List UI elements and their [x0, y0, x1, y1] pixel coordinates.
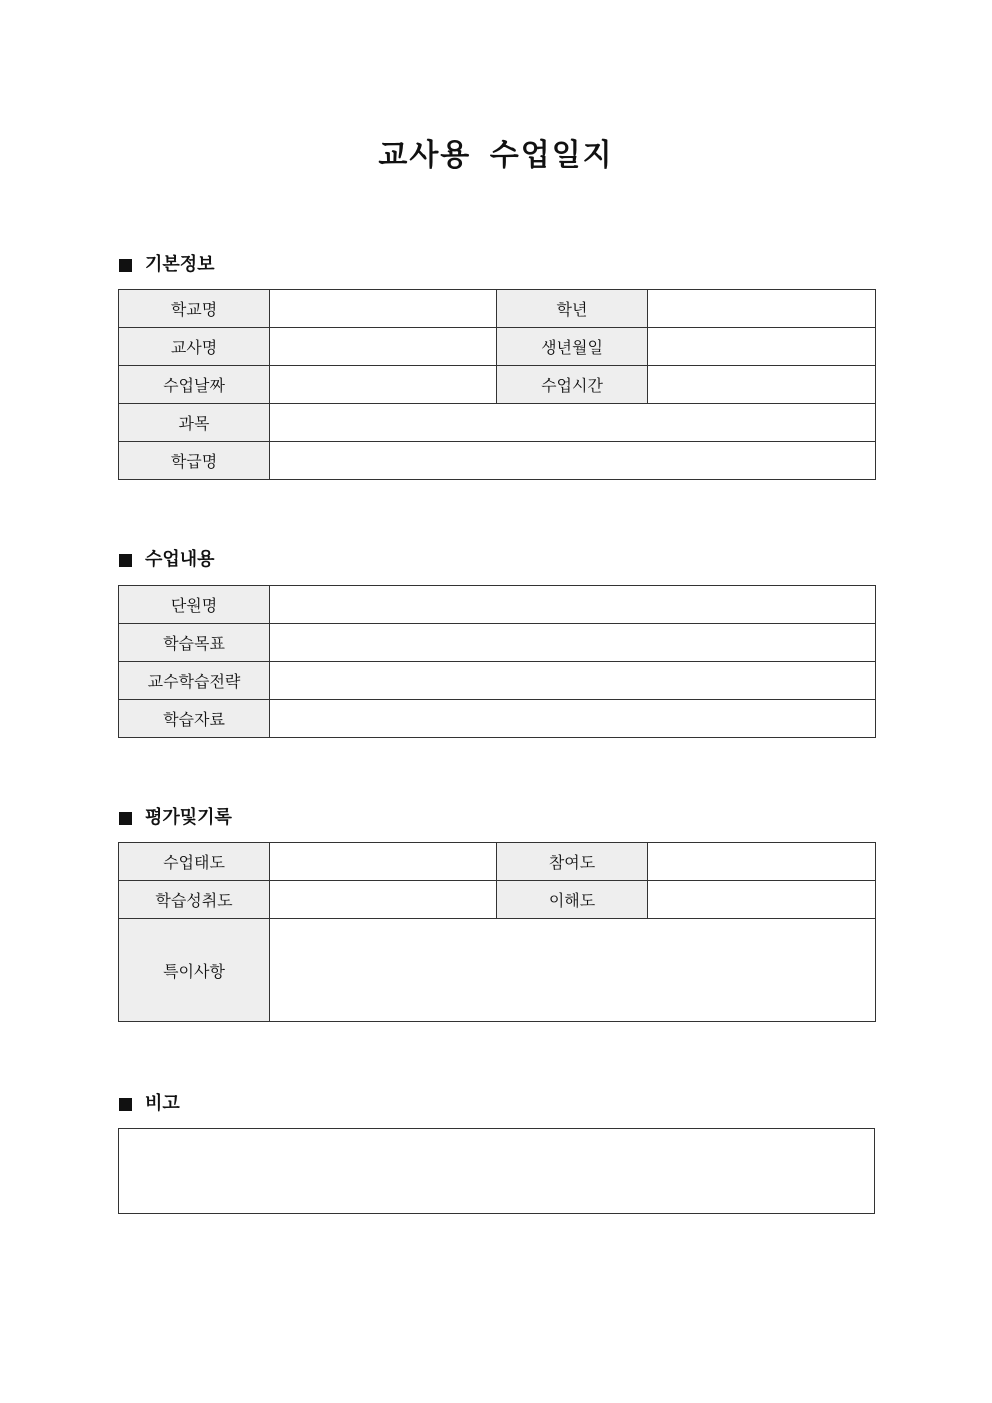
birth-date-field[interactable] [648, 328, 876, 366]
black-square-icon [119, 1098, 132, 1111]
basic-info-table [118, 289, 876, 480]
special-notes-field[interactable] [270, 919, 876, 1022]
unit-name-label: 단원명 [119, 586, 270, 624]
section-heading-remarks [118, 1092, 180, 1116]
section-heading-basic [118, 253, 215, 277]
subject-label: 과목 [119, 404, 270, 442]
school-name-label: 학교명 [119, 290, 270, 328]
teaching-strategy-label: 교수학습전략 [119, 662, 270, 700]
subject-field[interactable] [270, 404, 876, 442]
learning-goal-field[interactable] [270, 624, 876, 662]
understanding-field[interactable] [648, 881, 876, 919]
section-heading-label: 기본정보 [145, 254, 215, 275]
understanding-label: 이해도 [497, 881, 648, 919]
birth-date-label: 생년월일 [497, 328, 648, 366]
section-heading-evaluation [118, 806, 232, 830]
class-name-field[interactable] [270, 442, 876, 480]
table-row [119, 290, 876, 328]
table-row [119, 586, 876, 624]
participation-label: 참여도 [497, 843, 648, 881]
grade-field[interactable] [648, 290, 876, 328]
achievement-field[interactable] [270, 881, 497, 919]
evaluation-table [118, 842, 876, 1022]
table-row [119, 328, 876, 366]
grade-label: 학년 [497, 290, 648, 328]
table-row [119, 442, 876, 480]
class-date-field[interactable] [270, 366, 497, 404]
table-row [119, 404, 876, 442]
class-name-label: 학급명 [119, 442, 270, 480]
class-date-label: 수업날짜 [119, 366, 270, 404]
section-heading-label: 수업내용 [145, 549, 215, 570]
section-heading-content [118, 548, 215, 572]
table-row [119, 700, 876, 738]
class-time-field[interactable] [648, 366, 876, 404]
table-row [119, 624, 876, 662]
table-row [119, 366, 876, 404]
black-square-icon [119, 259, 132, 272]
class-attitude-label: 수업태도 [119, 843, 270, 881]
unit-name-field[interactable] [270, 586, 876, 624]
lesson-content-table [118, 585, 876, 738]
class-time-label: 수업시간 [497, 366, 648, 404]
black-square-icon [119, 554, 132, 567]
remarks-field[interactable] [118, 1128, 875, 1214]
page-title: 교사용 수업일지 [378, 138, 614, 173]
teacher-name-field[interactable] [270, 328, 497, 366]
school-name-field[interactable] [270, 290, 497, 328]
table-row [119, 919, 876, 1022]
black-square-icon [119, 812, 132, 825]
learning-material-label: 학습자료 [119, 700, 270, 738]
teacher-name-label: 교사명 [119, 328, 270, 366]
learning-goal-label: 학습목표 [119, 624, 270, 662]
achievement-label: 학습성취도 [119, 881, 270, 919]
section-heading-label: 비고 [145, 1093, 180, 1114]
special-notes-label: 특이사항 [119, 919, 270, 1022]
teaching-strategy-field[interactable] [270, 662, 876, 700]
table-row [119, 881, 876, 919]
class-attitude-field[interactable] [270, 843, 497, 881]
participation-field[interactable] [648, 843, 876, 881]
section-heading-label: 평가및기록 [145, 807, 232, 828]
table-row [119, 843, 876, 881]
learning-material-field[interactable] [270, 700, 876, 738]
table-row [119, 662, 876, 700]
